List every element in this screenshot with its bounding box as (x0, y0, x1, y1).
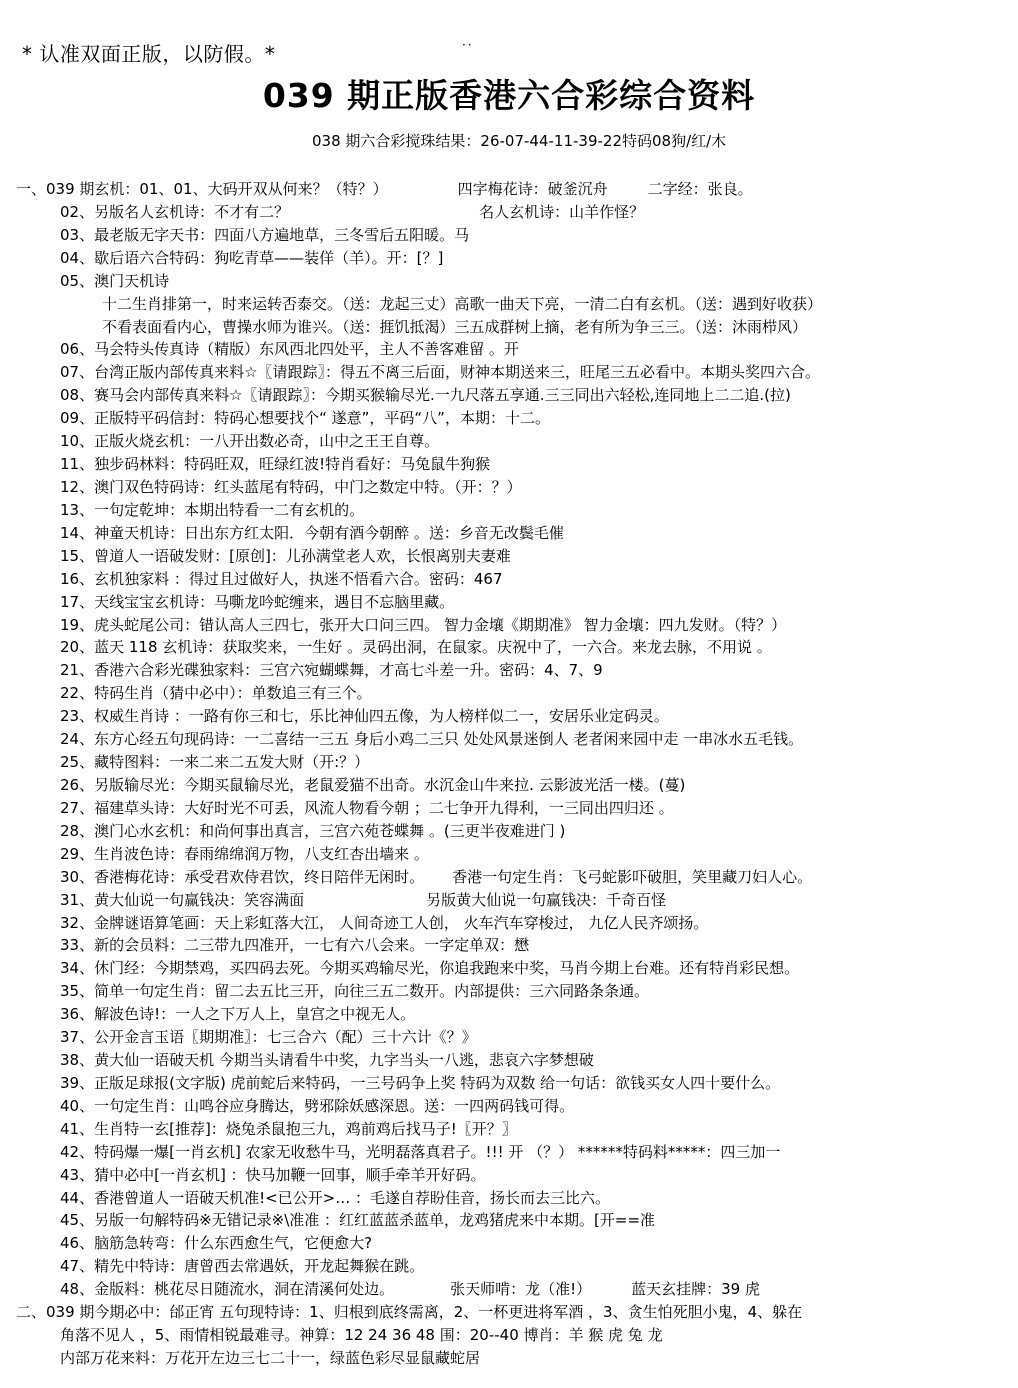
clue-text: 21、香港六合彩光碟独家料：三宫六宛蝴蝶舞，才高七斗差一升。密码：4、7、9 (60, 661, 603, 680)
clue-text: 42、特码爆一爆[一肖玄机] 农家无收愁牛马，光明磊落真君子。!!! 开 （？） ******特码料*****：四三加一 (60, 1142, 781, 1161)
clue-text: 40、一句定生肖：山鸣谷应身腾达，劈邪除妖感深恩。送：一四两码钱可得。 (60, 1096, 575, 1115)
clue-text: 36、解波色诗!：一人之下万人上，皇宫之中视无人。 (60, 1005, 416, 1024)
clue-text: 香港一句定生肖：飞弓蛇影吓破胆，笑里藏刀妇人心。 (452, 867, 813, 886)
clue-text: 张天师啃：龙（准!） (450, 1280, 592, 1299)
clue-text: 二字经：张良。 (647, 180, 753, 198)
clue-line (16, 957, 996, 980)
clue-text: 一、039 期玄机：01、01、大码开双从何来？（特？） (16, 180, 388, 198)
clue-line (16, 247, 996, 270)
clue-text: 11、独步码林料：特码旺双，旺绿红波!特肖看好：马兔鼠牛狗猴 (60, 455, 491, 474)
clue-line (16, 1278, 996, 1301)
clue-text: 44、香港曾道人一语破天机准!<已公开>… ：毛遂自荐盼佳音，扬长而去三比六。 (60, 1188, 611, 1207)
clue-line (16, 224, 996, 247)
clue-text: 33、新的会员料：二三带九四准开，一七有六八会来。一字定单双：懋 (60, 936, 530, 955)
clue-text: 十二生肖排第一，时来运转否泰交。（送：龙起三丈）高歌一曲天下亮，一清二白有玄机。（送：遇到好收获） (102, 294, 823, 313)
clue-line (16, 1072, 996, 1095)
clue-text: 27、福建草头诗：大好时光不可丢，风流人物看今朝 ；二七争开九得利，一三同出四归还 。 (60, 798, 674, 817)
clue-text: 35、简单一句定生肖：留二去五比三开，向往三五二数开。内部提供：三六同路条条通。 (60, 982, 650, 1001)
clue-line (16, 430, 996, 453)
clue-line (16, 797, 996, 820)
clue-text: 41、生肖特一玄[推荐]：烧兔杀鼠抱三九，鸡前鸡后找马子!〖开？〗 (60, 1119, 517, 1138)
clue-line (16, 912, 996, 935)
clue-text: 二、039 期今期必中：邰正宵 五句现特诗：1、归根到底终需离，2、一杯更进将军酒 ，3、贪生怕死胆小鬼，4、躲在 (16, 1303, 803, 1322)
clue-line (16, 1209, 996, 1232)
clue-text: 06、马会特头传真诗（精版）东风西北四处平，主人不善客难留 。开 (60, 340, 519, 359)
clue-text: 43、猜中必中[一肖玄机] ：快马加鞭一回事，顺手牵羊开好码。 (60, 1165, 486, 1184)
clue-line (16, 1347, 996, 1370)
clue-line (16, 178, 996, 201)
clue-text: 26、另版输尽光：今期买鼠输尽光，老鼠爱猫不出奇。水沉金山牛来拉. 云影波光活一楼。(蔓) (60, 775, 686, 794)
authenticity-note: * 认准双面正版，以防假。* (22, 42, 276, 66)
clue-text: 蓝天玄挂牌：39 虎 (631, 1280, 760, 1299)
clue-line (16, 270, 996, 293)
clue-line (16, 1301, 996, 1324)
clue-line (16, 316, 996, 339)
clue-line (16, 1187, 996, 1210)
clue-text: 四字梅花诗：破釜沉舟 (457, 180, 608, 198)
clue-line (16, 591, 996, 614)
clue-line (16, 361, 996, 384)
clue-text: 46、脑筋急转弯：什么东西愈生气，它便愈大? (60, 1234, 373, 1253)
clue-text: 37、公开金言玉语〖期期准〗：七三合六（配）三十六计《？》 (60, 1028, 477, 1047)
clue-line (16, 1026, 996, 1049)
clue-text: 07、台湾正版内部传真来料☆〖请跟踪〗：得五不离三后面，财神本期送来三，旺尾三五必看中。本期头奖四六合。 (60, 363, 821, 382)
clue-line (16, 751, 996, 774)
clue-text: 25、藏特图料：一来二来二五发大财（开:？） (60, 753, 370, 772)
clue-line (16, 1255, 996, 1278)
clue-line (16, 407, 996, 430)
clue-line (16, 499, 996, 522)
clue-text: 31、黄大仙说一句赢钱决：笑容满面 (60, 890, 305, 909)
clue-text: 02、另版名人玄机诗：不才有二？ (60, 202, 290, 221)
clue-line (16, 1324, 996, 1347)
clue-line (16, 545, 996, 568)
clue-line (16, 1164, 996, 1187)
clue-line (16, 384, 996, 407)
clue-text: 23、权威生肖诗 ：一路有你三和七，乐比神仙四五像，为人榜样似二一，安居乐业定码灵。 (60, 707, 669, 726)
clue-text: 12、澳门双色特码诗：红头蓝尾有特码，中门之数定中特。（开：？） (60, 477, 522, 496)
clue-text: 另版黄大仙说一句赢钱决：千奇百怪 (426, 890, 667, 909)
clue-text: 45、另版一句解特码※无错记录※\准准 ：红红蓝蓝杀蓝单，龙鸡猪虎来中本期。[开==准 (60, 1211, 656, 1230)
clue-line (16, 201, 996, 224)
clue-line (16, 659, 996, 682)
clue-text: 47、精先中特诗：唐曾西去常遇妖，开龙起舞猴在跳。 (60, 1257, 425, 1276)
clue-line (16, 1232, 996, 1255)
clue-text: 05、澳门天机诗 (60, 271, 170, 290)
clue-text: 48、金版料：桃花尽日随流水，洞在清溪何处边。 (60, 1280, 395, 1299)
clue-line (16, 1141, 996, 1164)
clue-line (16, 1095, 996, 1118)
draw-result: 038 期六合彩搅珠结果：26-07-44-11-39-22特码08狗/红/木 (312, 132, 727, 150)
clue-line (16, 843, 996, 866)
clue-text: 08、赛马会内部传真来料☆〖请跟踪〗：今期买猴输尽光.一九尺落五享通.三三同出六轻松,连同地上二二追.(拉) (60, 386, 791, 405)
clue-line (16, 820, 996, 843)
page-title: 039 期正版香港六合彩综合资料 (262, 76, 756, 115)
clue-text: 34、休门经：今期禁鸡，买四码去死。今期买鸡输尽光，你追我跑来中奖，马肖今期上台难。还有特肖彩民想。 (60, 959, 800, 978)
clue-list (16, 178, 996, 1370)
clue-text: 28、澳门心水玄机：和尚何事出真言，三宫六苑苍蝶舞 。(三更半夜难进门 ) (60, 821, 566, 840)
clue-text: 不看表面看内心，曹操水师为谁兴。（送：捱饥抵渴）三五成群树上摘，老有所为争三三。（送：沐雨栉风） (102, 317, 808, 336)
clue-line (16, 338, 996, 361)
clue-text: 名人玄机诗：山羊作怪？ (479, 202, 645, 221)
clue-line (16, 522, 996, 545)
clue-text: 13、一句定乾坤：本期出特看一二有玄机的。 (60, 500, 365, 519)
clue-text: 09、正版特平码信封：特码心想要找个“ 遂意”，平码“八”，本期：十二。 (60, 409, 550, 428)
clue-line (16, 293, 996, 316)
clue-line (16, 1049, 996, 1072)
clue-text: 19、虎头蛇尾公司：错认高人三四七，张开大口问三四。 智力金壤《期期准》 智力金壤：四九发财。（特？） (60, 615, 787, 634)
clue-line (16, 476, 996, 499)
clue-line (16, 980, 996, 1003)
clue-line (16, 1003, 996, 1026)
clue-text: 29、生肖波色诗：春雨绵绵润万物，八支红杏出墙来 。 (60, 844, 429, 863)
clue-text: 03、最老版无字天书：四面八方遍地草，三冬雪后五阳暖。马 (60, 225, 470, 244)
clue-text: 15、曾道人一语破发财：[原创]：儿孙满堂老人欢，长恨离别夫妻难 (60, 546, 511, 565)
clue-line (16, 614, 996, 637)
clue-text: 14、神童天机诗：日出东方红太阳．今朝有酒今朝醉 。送：乡音无改鬓毛催 (60, 523, 564, 542)
clue-line (16, 568, 996, 591)
clue-text: 17、天线宝宝玄机诗：马嘶龙吟蛇缠来，遇目不忘脑里藏。 (60, 592, 455, 611)
clue-line (16, 866, 996, 889)
clue-text: 38、黄大仙一语破天机 今期当头请看牛中奖，九字当头一八逃，悲哀六字梦想破 (60, 1051, 594, 1070)
clue-text: 10、正版火烧玄机：一八开出数必奇，山中之王王自尊。 (60, 432, 440, 451)
clue-text: 39、正版足球报(文字版) 虎前蛇后来特码，一三号码争上奖 特码为双数 给一句话：欲钱买女人四十要什么。 (60, 1073, 781, 1092)
clue-line (16, 453, 996, 476)
clue-line (16, 774, 996, 797)
clue-line (16, 889, 996, 912)
clue-line (16, 682, 996, 705)
clue-text: 16、玄机独家料 ：得过且过做好人，执迷不悟看六合。密码：467 (60, 569, 503, 588)
dots-mark: ·· (462, 38, 474, 52)
clue-text: 32、金牌谜语算笔画：天上彩虹落大江， 人间奇迹工人创， 火车汽车穿梭过， 九亿人民齐颂扬。 (60, 913, 709, 932)
clue-text: 30、香港梅花诗：承受君欢侍君饮，终日陪伴无闲时。 (60, 867, 425, 886)
clue-text: 04、歇后语六合特码：狗吃青草——装佯（羊）。开：[？] (60, 248, 444, 267)
clue-line (16, 934, 996, 957)
clue-text: 20、蓝天 118 玄机诗：获取奖来，一生好 。灵码出洞，在鼠家。庆祝中了，一六合。来龙去脉，不用说 。 (60, 638, 772, 657)
clue-text: 角落不见人 ，5、雨情相锐最难寻。神算：12 24 36 48 围：20--40 博肖：羊 猴 虎 兔 龙 (60, 1326, 663, 1345)
clue-line (16, 1118, 996, 1141)
clue-text: 24、东方心经五句现码诗：一二喜结一三五 身后小鸡二三只 处处风景迷倒人 老者闲来园中走 一串冰水五毛钱。 (60, 730, 804, 749)
clue-text: 内部万花来料：万花开左边三七二十一，绿蓝色彩尽显鼠藏蛇居 (60, 1349, 481, 1368)
clue-line (16, 636, 996, 659)
clue-text: 22、特码生肖（猜中必中）：单数追三有三个。 (60, 684, 372, 703)
clue-line (16, 728, 996, 751)
clue-line (16, 705, 996, 728)
